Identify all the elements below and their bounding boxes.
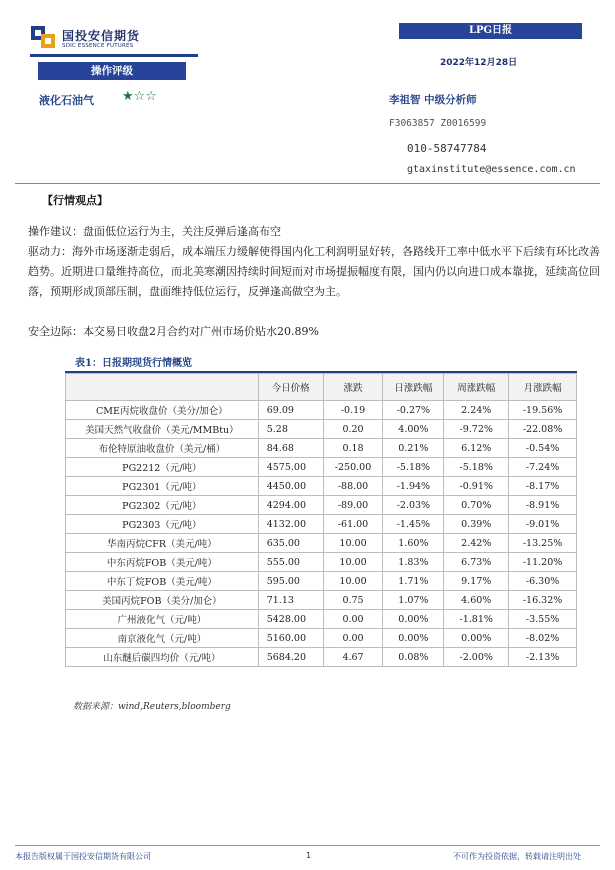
- brand-name-cn: 国投安信期货: [62, 29, 141, 43]
- row-label: 中东丙烷FOB（美元/吨）: [66, 553, 259, 572]
- row-label: 南京液化气（元/吨）: [66, 629, 259, 648]
- table-cell: -3.55%: [509, 610, 577, 629]
- table-cell: 69.09: [258, 401, 323, 420]
- table-cell: 0.00: [323, 610, 383, 629]
- rating-label-bar: 操作评级: [38, 62, 186, 80]
- table-cell: -16.32%: [509, 591, 577, 610]
- table-cell: -2.03%: [383, 496, 444, 515]
- table-row: [66, 439, 577, 458]
- table-cell: 5160.00: [258, 629, 323, 648]
- table-title: 表1：日报期现货行情概览: [75, 358, 192, 369]
- table-cell: 71.13: [258, 591, 323, 610]
- table-cell: 1.83%: [383, 553, 444, 572]
- driver-paragraph: 驱动力：海外市场逐渐走弱后，成本端压力缓解使得国内化工利润明显好转，各路线开工率中低水平下后续有环比改善趋势。近期进口量维持高位，而北美寒潮因持续时间短而对市场提振幅度有限，国内仍以向进口成本靠拢，延续高位回落，预期形成顶部压制，盘面维持低位运行，反弹逢高做空为主。: [28, 245, 600, 298]
- table-cell: 84.68: [258, 439, 323, 458]
- table-cell: 4294.00: [258, 496, 323, 515]
- company-logo-icon: [31, 26, 55, 48]
- report-date: 2022年12月28日: [440, 58, 518, 68]
- table-cell: 10.00: [323, 572, 383, 591]
- row-label: 美国天然气收盘价（美元/MMBtu）: [66, 420, 259, 439]
- table-cell: 1.60%: [383, 534, 444, 553]
- table-row: [66, 515, 577, 534]
- table-cell: -8.91%: [509, 496, 577, 515]
- table-cell: -1.94%: [383, 477, 444, 496]
- table-cell: 1.71%: [383, 572, 444, 591]
- operation-suggestion: 操作建议：盘面低位运行为主，关注反弹后逢高布空: [28, 225, 281, 238]
- column-header: 月涨跌幅: [509, 374, 577, 401]
- table-row: [66, 610, 577, 629]
- data-source-note: 数据来源：wind,Reuters,bloomberg: [73, 702, 231, 712]
- table-cell: 2.24%: [444, 401, 509, 420]
- table-cell: 4.67: [323, 648, 383, 667]
- table-cell: 0.00%: [383, 610, 444, 629]
- table-cell: -1.81%: [444, 610, 509, 629]
- footer-divider: [15, 845, 600, 846]
- table-cell: 5684.20: [258, 648, 323, 667]
- table-cell: 10.00: [323, 553, 383, 572]
- table-header-row: [66, 374, 577, 401]
- table-cell: 2.42%: [444, 534, 509, 553]
- table-cell: 1.07%: [383, 591, 444, 610]
- page-number: 1: [306, 851, 312, 860]
- row-label: 华南丙烷CFR（美元/吨）: [66, 534, 259, 553]
- analyst-name: 李祖智 中级分析师: [389, 94, 477, 106]
- table-cell: -9.01%: [509, 515, 577, 534]
- table-cell: 6.12%: [444, 439, 509, 458]
- table-row: [66, 553, 577, 572]
- footer-disclaimer: 不可作为投资依据，转载请注明出处: [453, 852, 581, 861]
- table-cell: 5.28: [258, 420, 323, 439]
- table-cell: -8.02%: [509, 629, 577, 648]
- table-row: [66, 477, 577, 496]
- table-cell: -8.17%: [509, 477, 577, 496]
- table-cell: -89.00: [323, 496, 383, 515]
- table-cell: 4.00%: [383, 420, 444, 439]
- row-label: 布伦特原油收盘价（美元/桶）: [66, 439, 259, 458]
- row-label: PG2212（元/吨）: [66, 458, 259, 477]
- table-row: [66, 420, 577, 439]
- table-cell: -2.13%: [509, 648, 577, 667]
- table-cell: -61.00: [323, 515, 383, 534]
- table-cell: 0.75: [323, 591, 383, 610]
- table-row: [66, 401, 577, 420]
- column-header: 今日价格: [258, 374, 323, 401]
- row-label: PG2302（元/吨）: [66, 496, 259, 515]
- contact-email[interactable]: gtaxinstitute@essence.com.cn: [407, 164, 576, 175]
- header-divider: [30, 54, 198, 57]
- contact-phone: 010-58747784: [407, 142, 487, 155]
- table-row: [66, 496, 577, 515]
- table-cell: 0.21%: [383, 439, 444, 458]
- table-row: [66, 648, 577, 667]
- table-cell: -88.00: [323, 477, 383, 496]
- table-cell: -0.19: [323, 401, 383, 420]
- table-cell: 0.00: [323, 629, 383, 648]
- table-cell: 10.00: [323, 534, 383, 553]
- table-cell: 6.73%: [444, 553, 509, 572]
- table-cell: 0.18: [323, 439, 383, 458]
- table-cell: -22.08%: [509, 420, 577, 439]
- table-row: [66, 534, 577, 553]
- table-cell: -11.20%: [509, 553, 577, 572]
- table-cell: 4.60%: [444, 591, 509, 610]
- table-row: [66, 591, 577, 610]
- table-cell: 0.00%: [444, 629, 509, 648]
- table-cell: -9.72%: [444, 420, 509, 439]
- table-cell: 4575.00: [258, 458, 323, 477]
- table-cell: -6.30%: [509, 572, 577, 591]
- table-cell: -0.91%: [444, 477, 509, 496]
- table-cell: -5.18%: [444, 458, 509, 477]
- table-cell: -1.45%: [383, 515, 444, 534]
- table-cell: 0.20: [323, 420, 383, 439]
- row-label: 山东醚后碳四均价（元/吨）: [66, 648, 259, 667]
- column-header: [66, 374, 259, 401]
- table-row: [66, 572, 577, 591]
- section-divider: [15, 183, 600, 184]
- row-label: 美国丙烷FOB（美分/加仑）: [66, 591, 259, 610]
- market-quotes-table: [65, 373, 577, 667]
- table-cell: 9.17%: [444, 572, 509, 591]
- row-label: PG2301（元/吨）: [66, 477, 259, 496]
- table-cell: -13.25%: [509, 534, 577, 553]
- row-label: 广州液化气（元/吨）: [66, 610, 259, 629]
- table-cell: 595.00: [258, 572, 323, 591]
- safety-margin: 安全边际：本交易日收盘2月合约对广州市场价贴水20.89%: [28, 325, 319, 338]
- table-cell: 635.00: [258, 534, 323, 553]
- row-label: PG2303（元/吨）: [66, 515, 259, 534]
- table-cell: 4450.00: [258, 477, 323, 496]
- table-row: [66, 458, 577, 477]
- table-cell: 555.00: [258, 553, 323, 572]
- table-cell: -0.27%: [383, 401, 444, 420]
- column-header: 日涨跌幅: [383, 374, 444, 401]
- row-label: 中东丁烷FOB（美元/吨）: [66, 572, 259, 591]
- rating-stars-icon: ★☆☆: [122, 89, 157, 104]
- report-type-badge: LPG日报: [399, 23, 582, 39]
- table-cell: 0.00%: [383, 629, 444, 648]
- footer-copyright: 本报告版权属于国投安信期货有限公司: [15, 852, 151, 861]
- column-header: 涨跌: [323, 374, 383, 401]
- table-cell: -2.00%: [444, 648, 509, 667]
- table-row: [66, 629, 577, 648]
- section-title: 【行情观点】: [42, 194, 108, 207]
- product-category: 液化石油气: [39, 94, 94, 107]
- table-cell: 0.08%: [383, 648, 444, 667]
- table-cell: 0.39%: [444, 515, 509, 534]
- row-label: CME丙烷收盘价（美分/加仑）: [66, 401, 259, 420]
- brand-name-en: SDIC ESSENCE FUTURES: [62, 43, 134, 49]
- table-cell: 4132.00: [258, 515, 323, 534]
- analyst-cert-number: F3063857 Z0016599: [389, 118, 487, 129]
- table-cell: -250.00: [323, 458, 383, 477]
- table-cell: 5428.00: [258, 610, 323, 629]
- table-cell: 0.70%: [444, 496, 509, 515]
- column-header: 周涨跌幅: [444, 374, 509, 401]
- table-cell: -0.54%: [509, 439, 577, 458]
- table-cell: -19.56%: [509, 401, 577, 420]
- table-cell: -5.18%: [383, 458, 444, 477]
- table-cell: -7.24%: [509, 458, 577, 477]
